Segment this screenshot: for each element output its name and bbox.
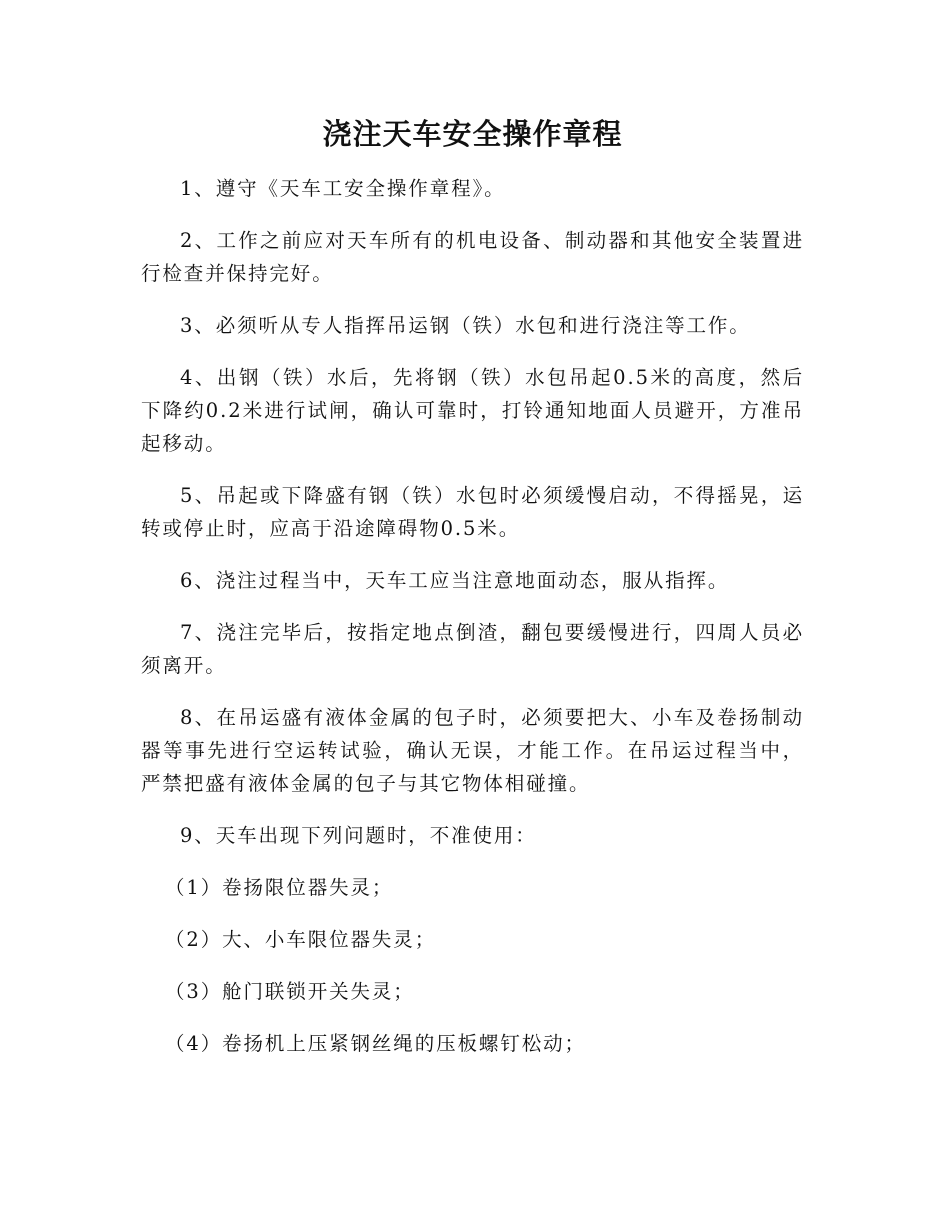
sub-item-4: （4）卷扬机上压紧钢丝绳的压板螺钉松动； [165, 1032, 586, 1055]
sub-item-2: （2）大、小车限位器失灵； [165, 928, 437, 951]
paragraph-9: 9、天车出现下列问题时，不准使用： [180, 824, 537, 847]
sub-item-3: （3）舱门联锁开关失灵； [165, 980, 415, 1003]
paragraph-2: 2、工作之前应对天车所有的机电设备、制动器和其他安全装置进行检查并保持完好。 [141, 229, 804, 285]
paragraph-1: 1、遵守《天车工安全操作章程》。 [180, 177, 506, 200]
paragraph-3: 3、必须听从专人指挥吊运钢（铁）水包和进行浇注等工作。 [180, 314, 751, 337]
paragraph-6: 6、浇注过程当中，天车工应当注意地面动态，服从指挥。 [180, 569, 730, 592]
paragraph-5: 5、吊起或下降盛有钢（铁）水包时必须缓慢启动，不得摇晃，运转或停止时，应高于沿途障碍物0.5米。 [141, 484, 804, 540]
document-title: 浇注天车安全操作章程 [322, 117, 623, 151]
paragraph-4: 4、出钢（铁）水后，先将钢（铁）水包吊起0.5米的高度，然后下降约0.2米进行试闸，确认可靠时，打铃通知地面人员避开，方准吊起移动。 [141, 366, 804, 455]
paragraph-8: 8、在吊运盛有液体金属的包子时，必须要把大、小车及卷扬制动器等事先进行空运转试验，确认无误，才能工作。在吊运过程当中，严禁把盛有液体金属的包子与其它物体相碰撞。 [141, 706, 804, 795]
paragraph-7: 7、浇注完毕后，按指定地点倒渣，翻包要缓慢进行，四周人员必须离开。 [141, 621, 804, 677]
sub-item-1: （1）卷扬限位器失灵； [165, 876, 394, 899]
